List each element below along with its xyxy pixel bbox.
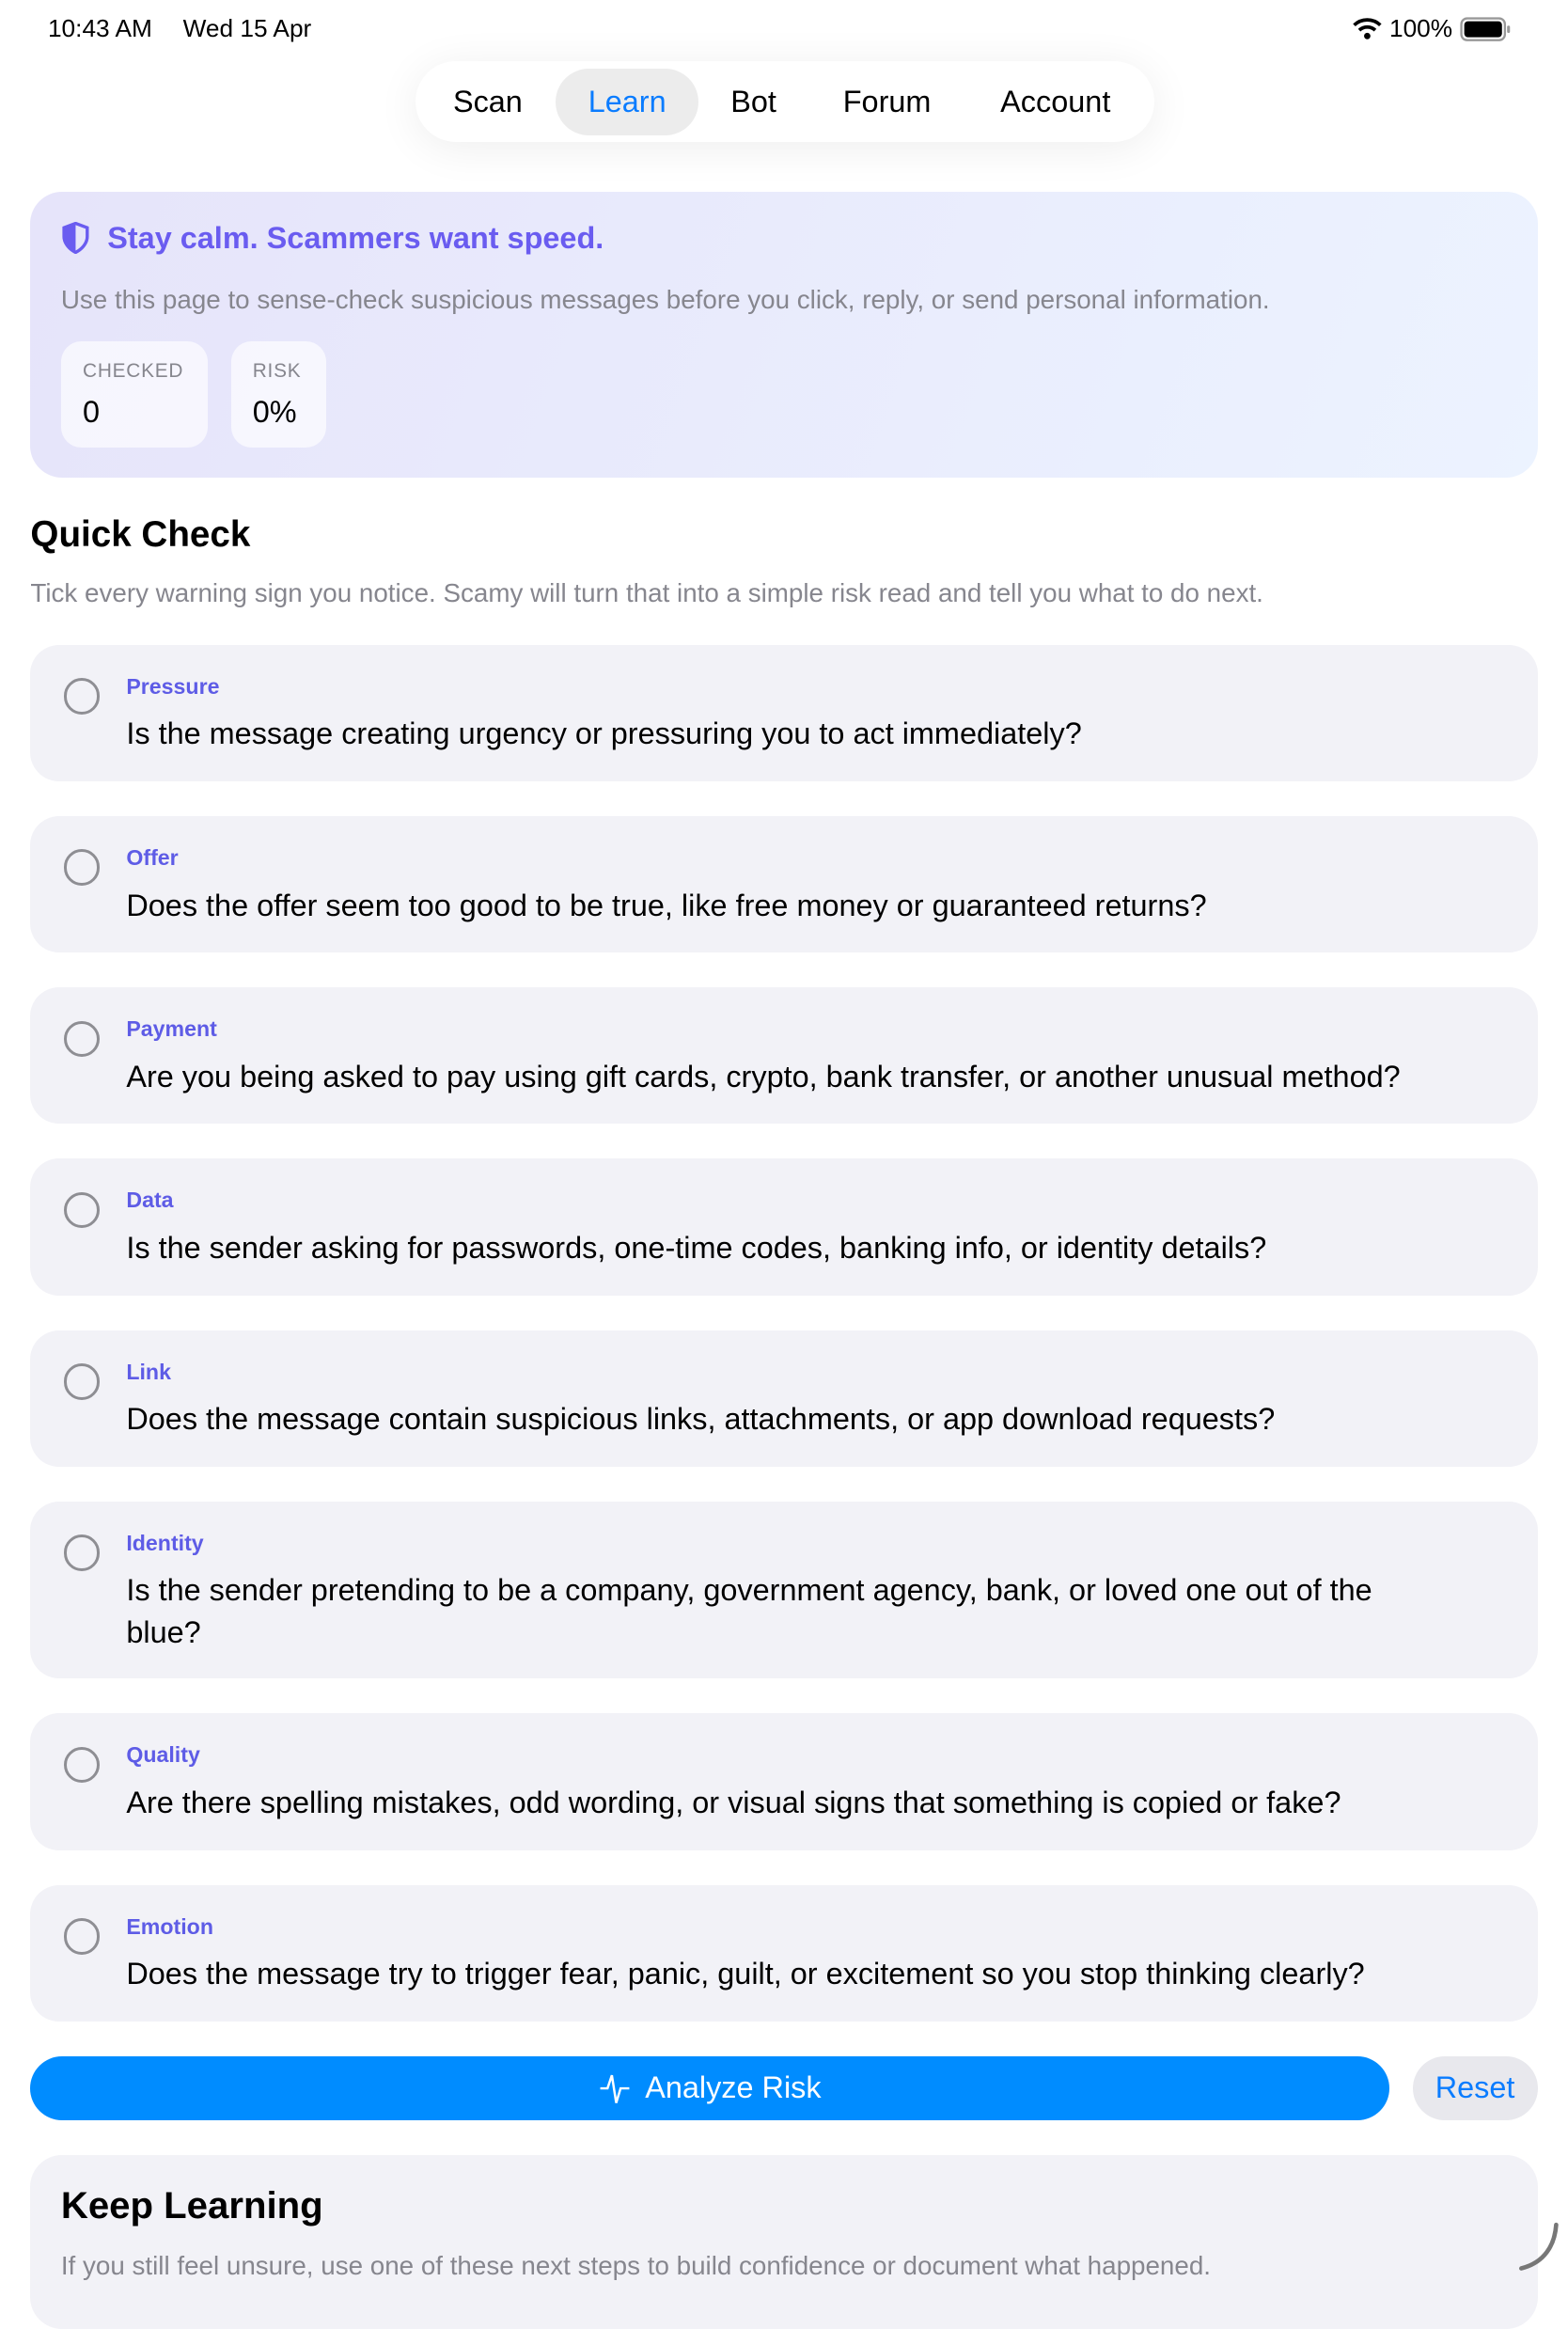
item-category: Offer — [126, 844, 179, 870]
analyze-risk-button[interactable] — [30, 2056, 1389, 2120]
waveform-icon — [599, 2069, 631, 2107]
battery-icon — [1460, 17, 1513, 41]
item-category: Link — [126, 1359, 171, 1384]
checkbox-circle-icon[interactable] — [64, 849, 100, 885]
item-question: Are there spelling mistakes, odd wording, or visual signs that something is copied or fake? — [126, 1785, 1341, 1819]
checkbox-circle-icon[interactable] — [64, 1192, 100, 1228]
item-category: Emotion — [126, 1913, 213, 1939]
item-category: Payment — [126, 1016, 217, 1042]
tab-learn[interactable]: Learn — [556, 69, 698, 135]
checkbox-circle-icon[interactable] — [64, 1021, 100, 1057]
checkbox-circle-icon[interactable] — [64, 1534, 100, 1570]
tab-forum[interactable]: Forum — [842, 84, 932, 118]
item-category: Pressure — [126, 673, 220, 699]
checkbox-circle-icon[interactable] — [64, 1363, 100, 1399]
banner-subtitle: Use this page to sense-check suspicious messages before you click, reply, or send personal information. — [60, 284, 1270, 314]
item-question: Is the sender asking for passwords, one-time codes, banking info, or identity details? — [126, 1231, 1267, 1265]
keep-learning-subtitle: If you still feel unsure, use one of these next steps to build confidence or document what happened. — [60, 2250, 1212, 2280]
stat-checked — [61, 341, 208, 448]
checklist-item[interactable] — [30, 816, 1537, 952]
checklist-item[interactable] — [30, 987, 1537, 1124]
stat-value: 0% — [252, 395, 297, 430]
checklist-item[interactable] — [30, 1502, 1537, 1678]
reset-button[interactable]: Reset — [1413, 2056, 1538, 2120]
status-date: Wed 15 Apr — [182, 14, 312, 43]
banner-title: Stay calm. Scammers want speed. — [107, 220, 604, 255]
analyze-label: Analyze Risk — [645, 2070, 822, 2105]
tab-account[interactable]: Account — [1000, 84, 1111, 118]
stat-value: 0 — [83, 395, 101, 430]
checklist-item[interactable] — [30, 1885, 1537, 2022]
item-category: Identity — [126, 1530, 204, 1555]
tab-scan[interactable]: Scan — [452, 84, 523, 118]
item-question: Does the offer seem too good to be true, like free money or guaranteed returns? — [126, 888, 1207, 922]
item-category: Quality — [126, 1742, 200, 1768]
checkbox-circle-icon[interactable] — [64, 678, 100, 714]
banner-title-row — [61, 221, 604, 256]
item-question: Does the message try to trigger fear, panic, guilt, or excitement so you stop thinking clearly? — [126, 1957, 1365, 1991]
keep-learning-title: Keep Learning — [60, 2183, 323, 2227]
checklist-item[interactable] — [30, 1158, 1537, 1295]
tab-bot[interactable]: Bot — [730, 84, 776, 118]
status-right — [1353, 14, 1512, 43]
checklist-item[interactable] — [30, 1330, 1537, 1467]
checkbox-circle-icon[interactable] — [64, 1918, 100, 1954]
item-question: Is the message creating urgency or pressuring you to act immediately? — [126, 716, 1082, 751]
item-category: Data — [126, 1188, 174, 1213]
intro-banner — [30, 192, 1537, 478]
checklist-item[interactable] — [30, 645, 1537, 781]
checklist-item[interactable] — [30, 1713, 1537, 1849]
section-subtitle: Tick every warning sign you notice. Scamy will turn that into a simple risk read and tell you what to do next. — [30, 577, 1263, 607]
stat-label: RISK — [252, 359, 302, 382]
stat-label: CHECKED — [83, 359, 184, 382]
wifi-icon — [1353, 18, 1382, 39]
stat-risk — [231, 341, 327, 448]
section-title: Quick Check — [30, 513, 251, 555]
shield-icon — [61, 222, 90, 254]
scroll-indicator[interactable] — [1510, 2219, 1562, 2272]
tab-bar — [416, 61, 1154, 142]
status-time: 10:43 AM — [47, 14, 152, 43]
item-question: Does the message contain suspicious links, attachments, or app download requests? — [126, 1402, 1276, 1437]
item-question: Is the sender pretending to be a company, government agency, bank, or loved one out of the blue? — [126, 1573, 1372, 1650]
keep-learning-card — [30, 2155, 1537, 2329]
battery-percent: 100% — [1388, 14, 1453, 43]
item-question: Are you being asked to pay using gift cards, crypto, bank transfer, or another unusual method? — [126, 1059, 1401, 1094]
checkbox-circle-icon[interactable] — [64, 1747, 100, 1783]
